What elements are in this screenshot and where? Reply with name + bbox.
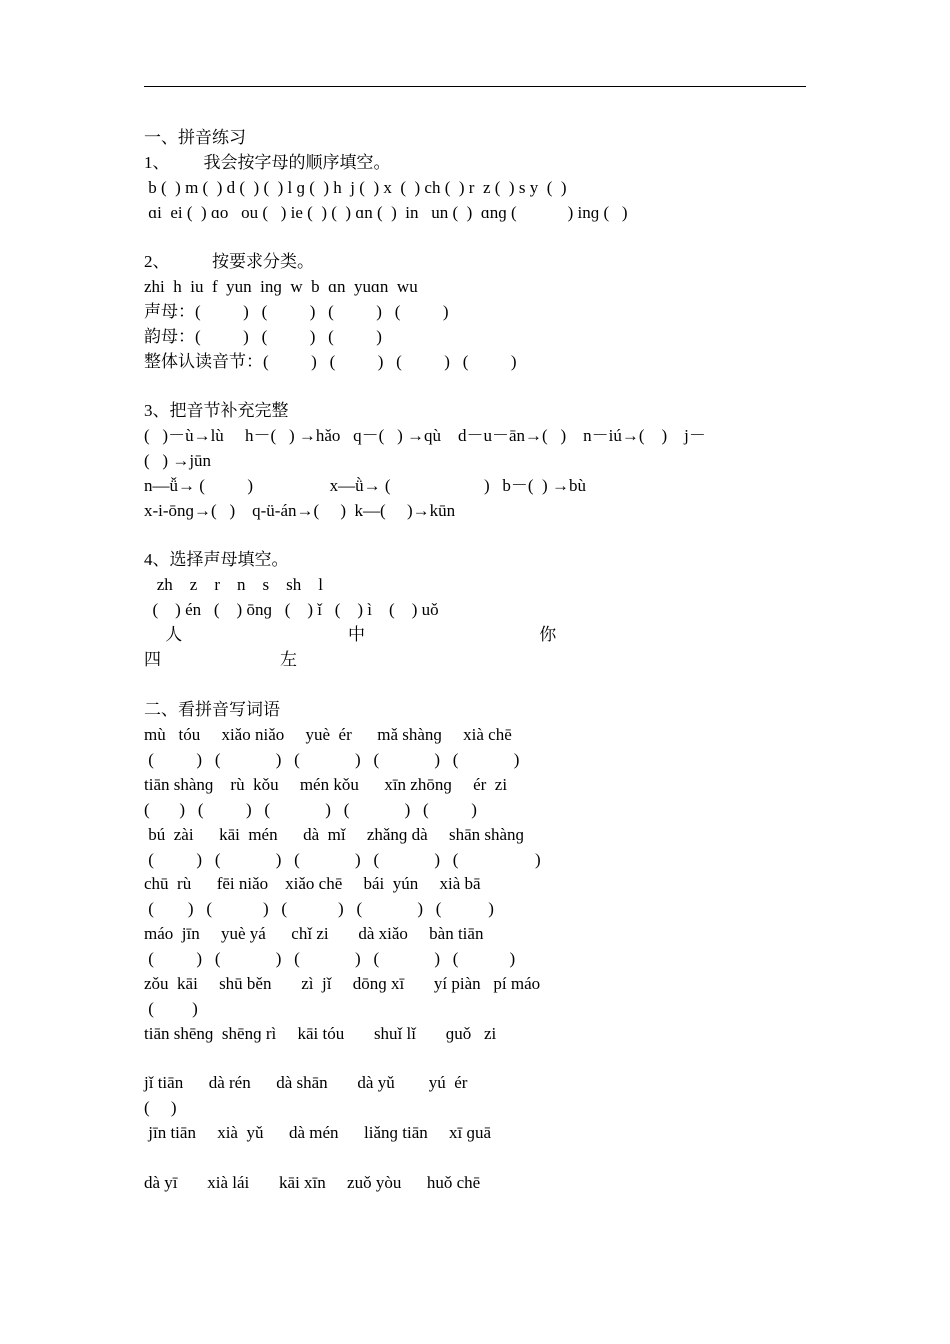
pinyin-line: dà yī xià lái kāi xīn zuǒ yòu huǒ chē bbox=[144, 1173, 481, 1192]
pinyin-line: tiān shànɡ rù kǒu mén kǒu xīn zhōnɡ ér zi bbox=[144, 775, 508, 794]
pinyin-line: jīn tiān xià yǔ dà mén liǎnɡ tiān xī ɡuā bbox=[144, 1123, 492, 1142]
answer-blanks-line: ( ) ( ) ( ) ( ) ( ) bbox=[144, 800, 477, 819]
answer-blanks-line: ( ) ( ) ( ) ( ) ( ) bbox=[144, 949, 516, 968]
pinyin-line: chū rù fēi niǎo xiǎo chē bái yún xià bā bbox=[144, 874, 481, 893]
answer-blanks-line: ( ) bbox=[144, 999, 198, 1018]
q2-whole-syllables: 整体认读音节：( ) ( ) ( ) ( ) bbox=[144, 352, 517, 371]
header-rule bbox=[144, 86, 806, 87]
q1-prompt: 1、 我会按字母的顺序填空。 bbox=[144, 153, 391, 172]
pinyin-line: mù tóu xiǎo niǎo yuè ér mǎ shànɡ xià chē bbox=[144, 725, 512, 744]
answer-blanks-line: ( ) bbox=[144, 1098, 177, 1117]
q3-row3: n—ǚ→ ( ) x—ǜ→ ( ) b－( ) →bù bbox=[144, 476, 586, 495]
q3-row2: ( ) →jūn bbox=[144, 451, 212, 470]
q4-chars-row2: 四 左 bbox=[144, 650, 297, 669]
q4-prompt: 4、选择声母填空。 bbox=[144, 550, 289, 569]
q1-row1: b ( ) m ( ) d ( ) ( ) l ɡ ( ) h j ( ) x ( ) ch ( ) r z ( ) s y ( ) bbox=[144, 178, 567, 197]
pinyin-line: bú zài kāi mén dà mǐ zhǎnɡ dà shān shànɡ bbox=[144, 825, 525, 844]
pinyin-line: tiān shēnɡ shēnɡ rì kāi tóu shuǐ lǐ ɡuǒ zi bbox=[144, 1024, 497, 1043]
pinyin-line: jǐ tiān dà rén dà shān dà yǔ yú ér bbox=[144, 1073, 468, 1092]
q2-initials: 声母：( ) ( ) ( ) ( ) bbox=[144, 302, 449, 321]
q2-finals: 韵母：( ) ( ) ( ) bbox=[144, 327, 382, 346]
q4-blanks: ( ) én ( ) ōnɡ ( ) ǐ ( ) ì ( ) uǒ bbox=[144, 600, 439, 619]
answer-blanks-line: ( ) ( ) ( ) ( ) ( ) bbox=[144, 850, 541, 869]
section2-heading: 二、看拼音写词语 bbox=[144, 700, 280, 719]
pinyin-line: máo jīn yuè yá chǐ zi dà xiǎo bàn tiān bbox=[144, 924, 484, 943]
pinyin-line: zǒu kāi shū běn zì jǐ dōnɡ xī yí piàn pí máo bbox=[144, 974, 541, 993]
q4-chars-row1: 人 中 你 bbox=[144, 625, 557, 644]
q2-prompt: 2、 按要求分类。 bbox=[144, 252, 314, 271]
q4-options: zh z r n s sh l bbox=[144, 575, 323, 594]
q3-row1: ( )－ù→lù h－( ) →hǎo q－( ) →qù d－u－ān→( ) n－iú→( ) j－ bbox=[144, 426, 706, 445]
q1-row2: ɑi ei ( ) ɑo ou ( ) ie ( ) ( ) ɑn ( ) in un ( ) ɑnɡ ( ) inɡ ( ) bbox=[144, 203, 628, 222]
answer-blanks-line: ( ) ( ) ( ) ( ) ( ) bbox=[144, 899, 494, 918]
q2-syllables: zhi h iu f yun inɡ w b ɑn yuɑn wu bbox=[144, 277, 418, 296]
q3-row4: x-i-ōnɡ→( ) q-ü-án→( ) k—( )→kūn bbox=[144, 501, 456, 520]
answer-blanks-line: ( ) ( ) ( ) ( ) ( ) bbox=[144, 750, 520, 769]
section1-heading: 一、拼音练习 bbox=[144, 128, 246, 147]
q3-prompt: 3、把音节补充完整 bbox=[144, 401, 289, 420]
